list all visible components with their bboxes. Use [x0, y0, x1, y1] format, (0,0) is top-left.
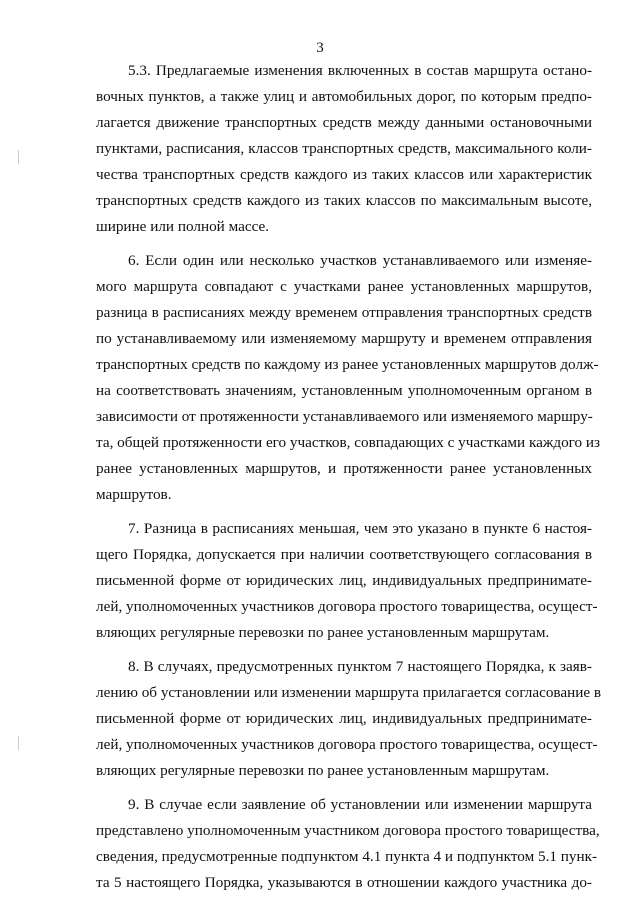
text-line: 5.3. Предлагаемые изменения включенных в состав маршрута остано- — [128, 62, 592, 79]
text-line: транспортных средств по каждому из ранее установленных маршрутов долж- — [96, 356, 599, 373]
paragraph-8 — [96, 654, 602, 784]
text-line: письменной форме от юридических лиц, индивидуальных предпринимате- — [96, 572, 592, 589]
text-line: 7. Разница в расписаниях меньшая, чем это указано в пункте 6 настоя- — [128, 520, 592, 537]
text-line: транспортных средств каждого из таких классов по максимальным высоте, — [96, 192, 592, 209]
text-line: зависимости от протяженности устанавливаемого или изменяемого маршру- — [96, 408, 593, 425]
text-line: разница в расписаниях между временем отправления транспортных средств — [96, 304, 592, 321]
text-line: представлено уполномоченным участником договора простого товарищества, — [96, 822, 600, 839]
text-line: вляющих регулярные перевозки по ранее установленным маршрутам. — [96, 762, 550, 779]
text-line: на соответствовать значениям, установленным уполномоченным органом в — [96, 382, 592, 399]
text-line: лей, уполномоченных участников договора простого товарищества, осущест- — [96, 736, 598, 753]
text-line: ранее установленных маршрутов, и протяженности ранее установленных — [96, 460, 592, 477]
text-line: вляющих регулярные перевозки по ранее установленным маршрутам. — [96, 624, 550, 641]
text-line: сведения, предусмотренные подпунктом 4.1 пункта 4 и подпунктом 5.1 пунк- — [96, 848, 598, 865]
paragraph-7 — [96, 516, 598, 646]
text-line: щего Порядка, допускается при наличии соответствующего согласования в — [96, 546, 592, 563]
text-line: лей, уполномоченных участников договора простого товарищества, осущест- — [96, 598, 598, 615]
text-line: по устанавливаемому или изменяемому маршруту и временем отправления — [96, 330, 592, 347]
text-line: та, общей протяженности его участков, совпадающих с участками каждого из — [96, 434, 601, 451]
text-line: письменной форме от юридических лиц, индивидуальных предпринимате- — [96, 710, 592, 727]
text-line: мого маршрута совпадают с участками ранее установленных маршрутов, — [96, 278, 592, 295]
text-line: маршрутов. — [96, 486, 172, 503]
text-line: пунктами, расписания, классов транспортных средств, максимального коли- — [96, 140, 592, 157]
text-line: лению об установлении или изменении маршрута прилагается согласование в — [96, 684, 602, 701]
scan-margin-mark-bottom — [18, 736, 19, 750]
text-line: 6. Если один или несколько участков устанавливаемого или изменяе- — [128, 252, 592, 269]
text-line: вочных пунктов, а также улиц и автомобильных дорог, по которым предпо- — [96, 88, 592, 105]
text-line: та 5 настоящего Порядка, указываются в отношении каждого участника до- — [96, 874, 592, 891]
paragraph-6 — [96, 248, 601, 508]
paragraph-9 — [96, 792, 600, 896]
scan-margin-mark-top — [18, 150, 19, 164]
text-line: ширине или полной массе. — [96, 218, 270, 235]
text-line: чества транспортных средств каждого из таких классов или характеристик — [96, 166, 592, 183]
paragraph-5-3 — [96, 58, 592, 240]
page-number: 3 — [316, 40, 324, 56]
text-line: лагается движение транспортных средств между данными остановочными — [96, 114, 592, 131]
document-body — [96, 58, 602, 904]
text-line: 8. В случаях, предусмотренных пунктом 7 настоящего Порядка, к заяв- — [128, 658, 592, 675]
text-line: 9. В случае если заявление об установлении или изменении маршрута — [128, 796, 592, 813]
